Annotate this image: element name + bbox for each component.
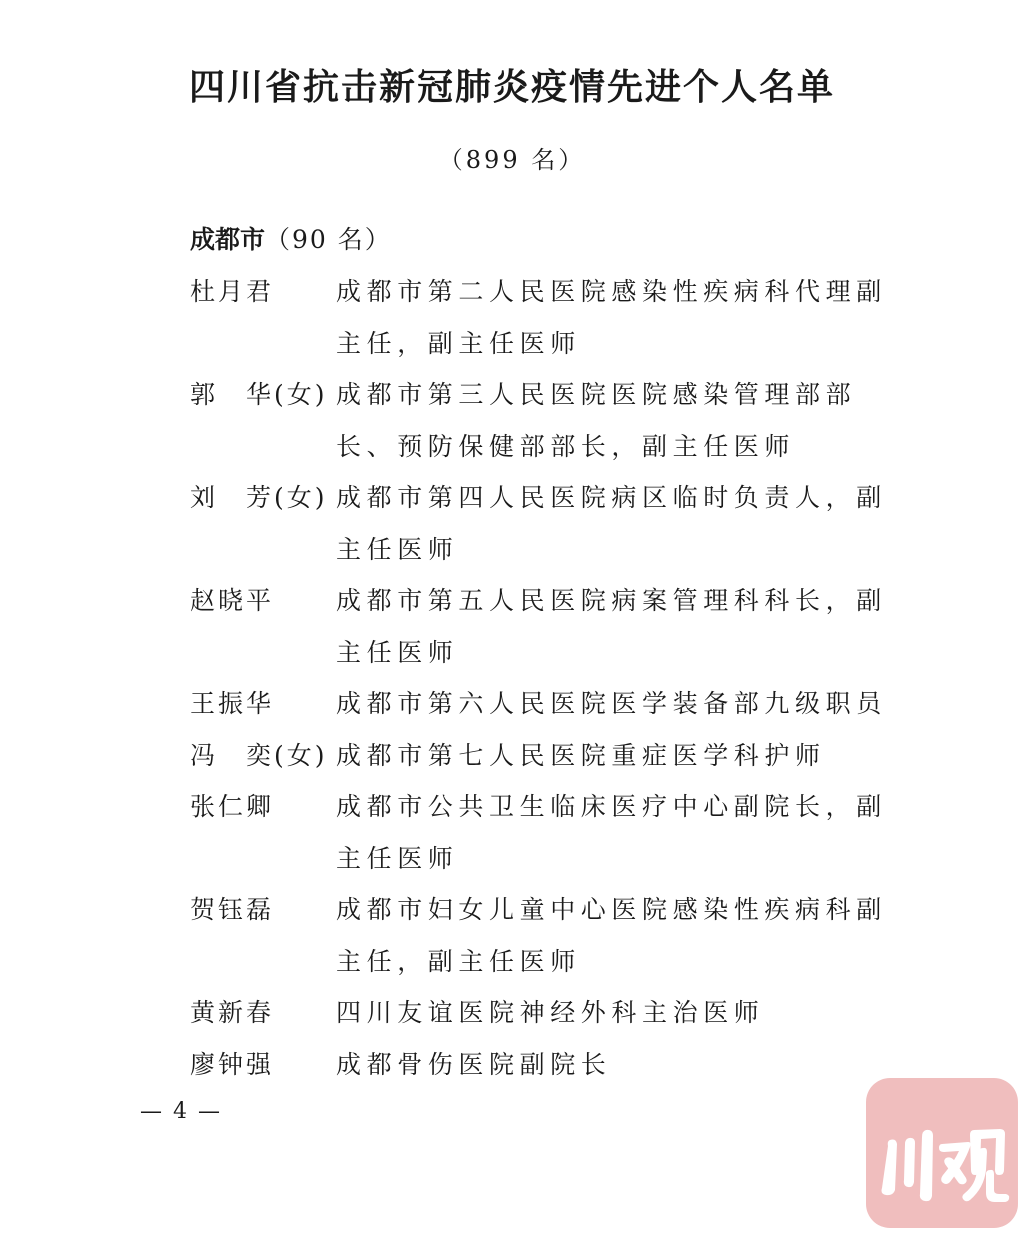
person-description: 成都市第四人民医院病区临时负责人，副主任医师 [336, 483, 887, 564]
watermark-logo [866, 1078, 1018, 1228]
list-item [190, 1039, 910, 1091]
person-description: 四川友谊医院神经外科主治医师 [336, 998, 765, 1027]
list-item [190, 781, 910, 884]
person-name: 郭 华(女) [190, 380, 328, 409]
document-subtitle: （899 名） [438, 146, 586, 174]
person-description: 成都骨伤医院副院长 [336, 1049, 612, 1079]
person-name: 冯 奕(女) [190, 740, 328, 770]
list-item [190, 472, 910, 575]
watermark-text [866, 1228, 867, 1229]
entry-list [190, 266, 910, 1090]
list-item [190, 678, 910, 730]
person-name: 贺钰磊 [190, 895, 275, 924]
chuanguan-logo-icon [866, 1078, 1018, 1228]
person-description: 成都市公共卫生临床医疗中心副院长，副主任医师 [336, 792, 887, 873]
section-count: （90 名） [265, 225, 392, 254]
person-name: 刘 芳(女) [190, 483, 328, 512]
section-heading [190, 218, 392, 262]
section-name: 成都市 [190, 225, 266, 254]
person-name: 张仁卿 [190, 792, 275, 821]
list-item [190, 987, 910, 1039]
person-description: 成都市第二人民医院感染性疾病科代理副主任，副主任医师 [336, 277, 887, 358]
list-item [190, 730, 910, 782]
document-title: 四川省抗击新冠肺炎疫情先进个人名单 [188, 67, 835, 108]
list-item [190, 575, 910, 678]
person-description: 成都市第三人民医院医院感染管理部部长、预防保健部部长，副主任医师 [336, 380, 857, 461]
person-name: 赵晓平 [190, 586, 275, 615]
list-item [190, 266, 910, 369]
list-item [190, 884, 910, 987]
list-item [190, 369, 910, 472]
person-description: 成都市妇女儿童中心医院感染性疾病科副主任，副主任医师 [336, 895, 887, 976]
person-name: 廖钟强 [190, 1049, 275, 1079]
person-name: 黄新春 [190, 998, 275, 1027]
person-name: 杜月君 [190, 277, 275, 306]
person-description: 成都市第五人民医院病案管理科科长，副主任医师 [336, 586, 887, 667]
person-description: 成都市第七人民医院重症医学科护师 [336, 740, 826, 770]
person-description: 成都市第六人民医院医学装备部九级职员 [336, 689, 887, 718]
person-name: 王振华 [190, 689, 275, 718]
page-number: — 4 — [140, 1099, 222, 1124]
